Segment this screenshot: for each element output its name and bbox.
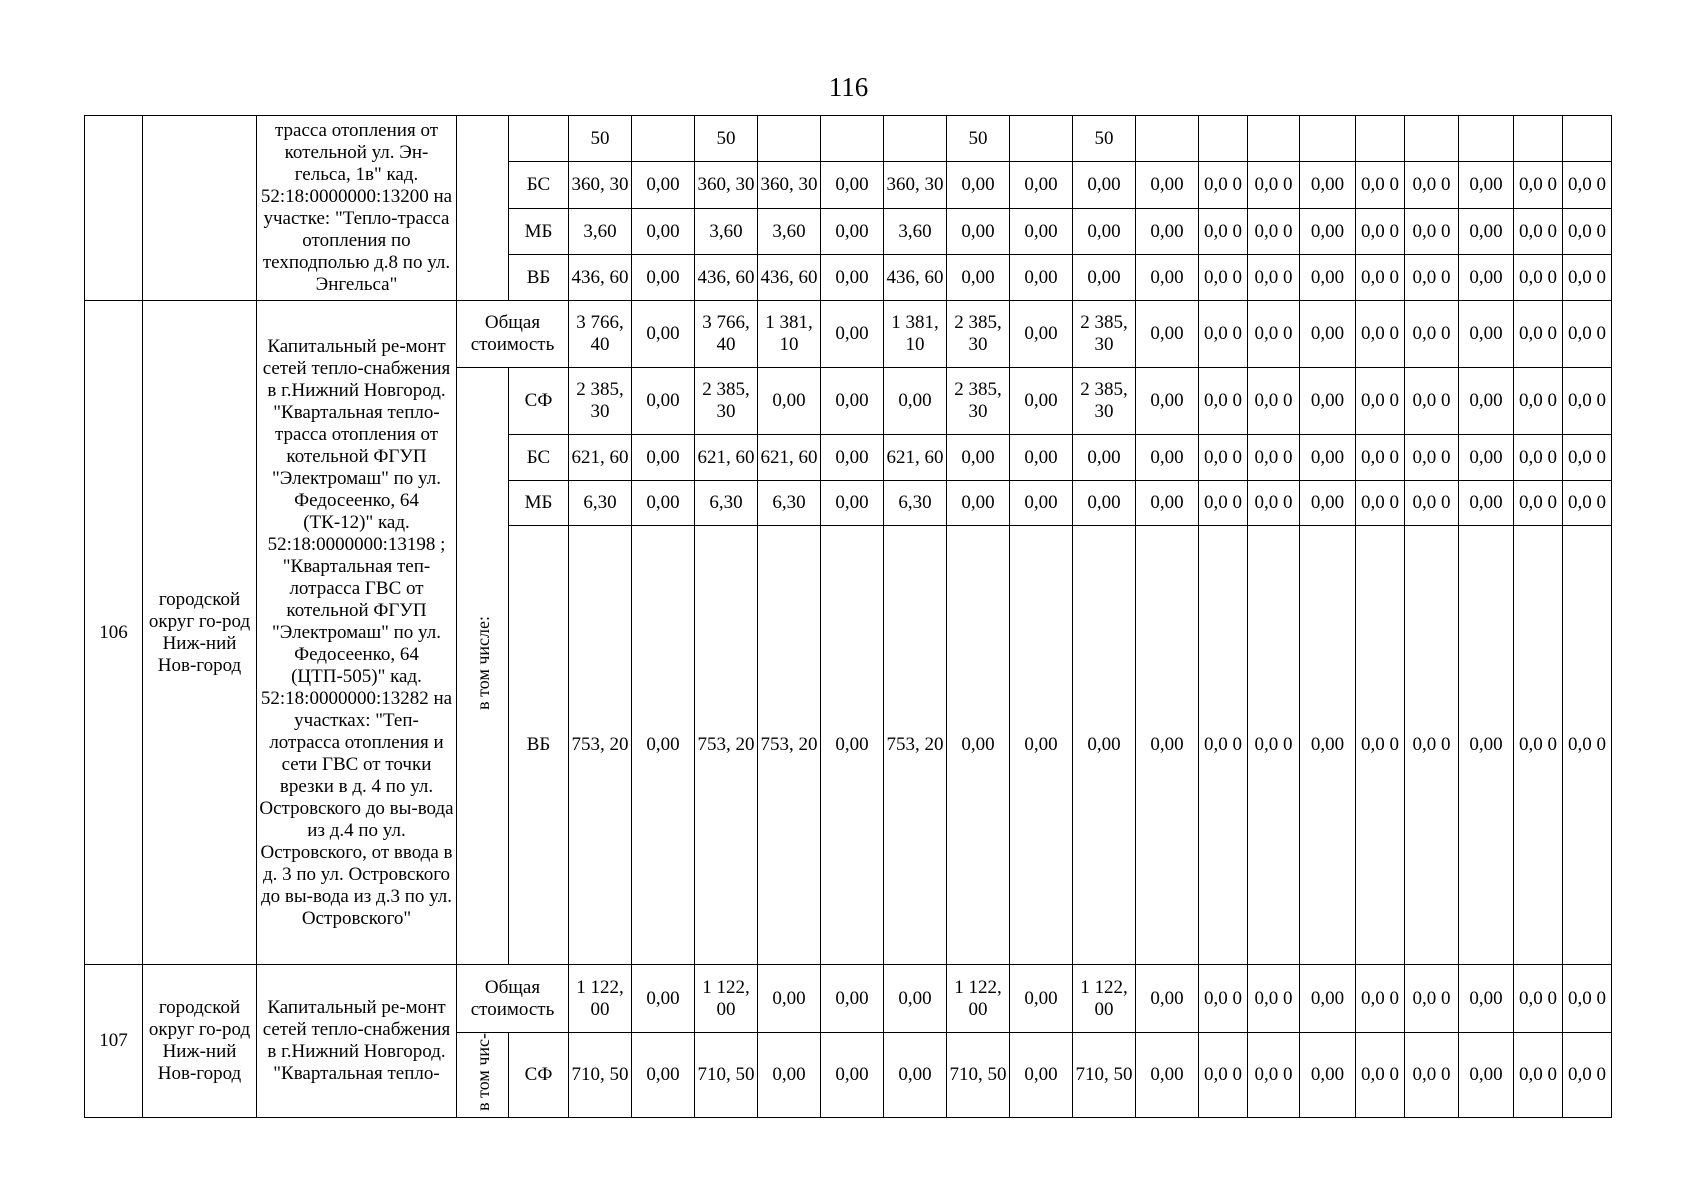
value-cell: 0,00	[1300, 368, 1356, 435]
value-cell: 0,0 0	[1405, 1033, 1459, 1118]
value-cell: 360, 30	[884, 162, 947, 209]
value-cell: 710, 50	[569, 1033, 632, 1118]
funding-code	[509, 116, 569, 162]
funding-code: БС	[509, 435, 569, 481]
funding-code: СФ	[509, 1033, 569, 1118]
value-cell: 0,0 0	[1563, 481, 1612, 526]
value-cell: 0,00	[1300, 301, 1356, 368]
value-cell: 0,00	[1459, 301, 1514, 368]
value-cell	[1356, 116, 1405, 162]
value-cell: 710, 50	[695, 1033, 758, 1118]
value-cell: 0,00	[1459, 526, 1514, 965]
value-cell: 621, 60	[695, 435, 758, 481]
value-cell: 0,0 0	[1514, 255, 1563, 301]
value-cell: 0,00	[947, 255, 1010, 301]
page-number: 116	[828, 72, 869, 102]
including-label	[457, 368, 509, 965]
value-cell: 0,0 0	[1356, 526, 1405, 965]
value-cell: 0,0 0	[1563, 209, 1612, 255]
value-cell: 0,00	[821, 162, 884, 209]
value-cell: 0,00	[1010, 255, 1073, 301]
value-cell: 0,00	[632, 526, 695, 965]
value-cell: 0,0 0	[1563, 255, 1612, 301]
value-cell: 0,00	[1010, 368, 1073, 435]
total-label: Общая стоимость	[457, 965, 569, 1033]
value-cell: 0,0 0	[1199, 301, 1248, 368]
value-cell: 0,0 0	[1514, 965, 1563, 1033]
description-cell: Капитальный ре-монт сетей тепло-снабжения в г.Нижний Новгород. "Квартальная тепло-трасса отопления от котельной ФГУП "Электромаш" по ул. Федосеенко, 64 (ТК-12)" кад. 52:18:0000000:13198 ; "Квартальная теп-лотрасса ГВС от котельной ФГУП "Электромаш" по ул. Федосеенко, 64 (ЦТП-505)" кад. 52:18:0000000:13282 на участках: "Теп-лотрасса отопления и сети ГВС от точки врезки в д. 4 по ул. Островского до вы-вода из д.4 по ул. Островского, от ввода в д. 3 по ул. Островского до вы-вода из д.3 по ул. Островского"	[257, 301, 457, 965]
value-cell: 0,0 0	[1248, 162, 1300, 209]
value-cell: 0,00	[1136, 526, 1199, 965]
value-cell	[758, 116, 821, 162]
value-cell: 0,00	[1136, 301, 1199, 368]
value-cell: 2 385, 30	[1073, 301, 1136, 368]
value-cell: 0,0 0	[1199, 255, 1248, 301]
value-cell: 0,0 0	[1563, 162, 1612, 209]
value-cell	[1010, 116, 1073, 162]
value-cell: 0,00	[1459, 209, 1514, 255]
value-cell: 621, 60	[758, 435, 821, 481]
value-cell: 50	[1073, 116, 1136, 162]
municipality-cell	[143, 116, 257, 301]
value-cell: 0,0 0	[1514, 368, 1563, 435]
value-cell: 0,0 0	[1199, 368, 1248, 435]
value-cell: 0,00	[1300, 162, 1356, 209]
value-cell: 0,00	[821, 526, 884, 965]
value-cell: 2 385, 30	[947, 368, 1010, 435]
value-cell: 0,00	[632, 368, 695, 435]
value-cell: 0,00	[1136, 209, 1199, 255]
value-cell: 0,00	[1073, 435, 1136, 481]
value-cell	[1563, 116, 1612, 162]
number-cell: 107	[85, 965, 143, 1118]
value-cell: 0,00	[1073, 255, 1136, 301]
value-cell: 0,00	[1300, 965, 1356, 1033]
value-cell: 0,00	[1300, 1033, 1356, 1118]
value-cell: 0,0 0	[1248, 965, 1300, 1033]
value-cell: 3 766, 40	[695, 301, 758, 368]
value-cell: 0,0 0	[1248, 301, 1300, 368]
value-cell: 0,00	[1300, 209, 1356, 255]
value-cell	[821, 116, 884, 162]
value-cell: 753, 20	[695, 526, 758, 965]
value-cell: 0,00	[632, 162, 695, 209]
value-cell: 0,00	[632, 209, 695, 255]
value-cell: 3,60	[884, 209, 947, 255]
value-cell: 1 381, 10	[884, 301, 947, 368]
value-cell: 0,0 0	[1199, 435, 1248, 481]
value-cell: 0,00	[1136, 1033, 1199, 1118]
value-cell: 0,0 0	[1356, 435, 1405, 481]
value-cell: 0,00	[821, 965, 884, 1033]
value-cell: 0,00	[821, 255, 884, 301]
value-cell: 0,00	[758, 1033, 821, 1118]
value-cell: 6,30	[884, 481, 947, 526]
value-cell: 0,00	[1459, 255, 1514, 301]
value-cell	[632, 116, 695, 162]
value-cell: 0,00	[1136, 435, 1199, 481]
description-cell: трасса отопления от котельной ул. Эн-гельса, 1в" кад. 52:18:0000000:13200 на участке: "Тепло-трасса отопления по техподполью д.8 по ул. Энгельса"	[257, 116, 457, 301]
description-cell: Капитальный ре-монт сетей тепло-снабжения в г.Нижний Новгород. "Квартальная тепло-	[257, 965, 457, 1118]
funding-code: МБ	[509, 481, 569, 526]
value-cell: 0,00	[884, 368, 947, 435]
value-cell: 1 122, 00	[1073, 965, 1136, 1033]
value-cell: 0,00	[1459, 162, 1514, 209]
value-cell: 2 385, 30	[947, 301, 1010, 368]
value-cell: 0,00	[1300, 526, 1356, 965]
value-cell: 436, 60	[884, 255, 947, 301]
value-cell: 0,00	[821, 1033, 884, 1118]
value-cell: 0,0 0	[1356, 162, 1405, 209]
value-cell: 0,0 0	[1248, 368, 1300, 435]
value-cell: 0,0 0	[1405, 368, 1459, 435]
value-cell: 3,60	[695, 209, 758, 255]
value-cell: 0,00	[821, 435, 884, 481]
value-cell: 753, 20	[758, 526, 821, 965]
value-cell: 0,00	[1300, 435, 1356, 481]
value-cell: 0,0 0	[1405, 209, 1459, 255]
value-cell: 0,0 0	[1356, 209, 1405, 255]
value-cell: 3,60	[569, 209, 632, 255]
value-cell: 0,0 0	[1199, 526, 1248, 965]
value-cell: 2 385, 30	[695, 368, 758, 435]
value-cell: 0,0 0	[1248, 526, 1300, 965]
value-cell: 0,00	[884, 965, 947, 1033]
table-row	[85, 301, 1612, 368]
value-cell: 0,00	[947, 526, 1010, 965]
value-cell: 0,00	[1073, 526, 1136, 965]
number-cell: 106	[85, 301, 143, 965]
value-cell: 0,00	[821, 301, 884, 368]
value-cell: 621, 60	[569, 435, 632, 481]
value-cell: 0,0 0	[1405, 481, 1459, 526]
value-cell: 360, 30	[695, 162, 758, 209]
vertical-label: в том числе:	[472, 616, 493, 710]
value-cell: 0,0 0	[1248, 209, 1300, 255]
value-cell: 0,00	[1010, 209, 1073, 255]
value-cell: 0,0 0	[1356, 301, 1405, 368]
value-cell: 0,0 0	[1248, 255, 1300, 301]
value-cell: 0,00	[1136, 162, 1199, 209]
value-cell: 0,0 0	[1405, 162, 1459, 209]
value-cell: 0,00	[821, 209, 884, 255]
municipality-cell: городской округ го-род Ниж-ний Нов-город	[143, 301, 257, 965]
total-label: Общая стоимость	[457, 301, 569, 368]
value-cell	[1136, 116, 1199, 162]
funding-code: БС	[509, 162, 569, 209]
value-cell	[1514, 116, 1563, 162]
value-cell: 0,00	[1300, 481, 1356, 526]
value-cell: 0,0 0	[1563, 1033, 1612, 1118]
funding-code: СФ	[509, 368, 569, 435]
value-cell: 0,0 0	[1514, 435, 1563, 481]
value-cell: 50	[947, 116, 1010, 162]
funding-code: ВБ	[509, 255, 569, 301]
value-cell: 0,0 0	[1199, 965, 1248, 1033]
value-cell: 0,00	[1073, 162, 1136, 209]
value-cell: 0,0 0	[1199, 1033, 1248, 1118]
value-cell: 0,00	[1459, 435, 1514, 481]
value-cell: 0,0 0	[1563, 368, 1612, 435]
value-cell: 0,00	[1010, 965, 1073, 1033]
value-cell: 753, 20	[569, 526, 632, 965]
value-cell: 0,0 0	[1405, 301, 1459, 368]
value-cell: 0,0 0	[1248, 481, 1300, 526]
funding-code: ВБ	[509, 526, 569, 965]
value-cell: 0,0 0	[1199, 209, 1248, 255]
value-cell: 0,00	[632, 255, 695, 301]
value-cell: 0,00	[1073, 481, 1136, 526]
value-cell: 0,00	[632, 301, 695, 368]
value-cell: 0,00	[1073, 209, 1136, 255]
value-cell: 0,00	[1459, 481, 1514, 526]
value-cell: 0,00	[1459, 368, 1514, 435]
value-cell: 0,0 0	[1356, 1033, 1405, 1118]
value-cell: 0,00	[1136, 368, 1199, 435]
value-cell: 0,0 0	[1514, 301, 1563, 368]
value-cell: 0,00	[1459, 1033, 1514, 1118]
value-cell: 0,00	[947, 209, 1010, 255]
value-cell: 0,0 0	[1248, 1033, 1300, 1118]
value-cell: 0,00	[1010, 301, 1073, 368]
value-cell: 0,00	[632, 435, 695, 481]
value-cell: 0,0 0	[1563, 526, 1612, 965]
including-label	[457, 1033, 509, 1118]
value-cell: 1 122, 00	[947, 965, 1010, 1033]
table-row	[85, 965, 1612, 1033]
value-cell: 6,30	[695, 481, 758, 526]
value-cell: 0,0 0	[1563, 301, 1612, 368]
value-cell: 0,0 0	[1405, 526, 1459, 965]
value-cell: 0,0 0	[1356, 481, 1405, 526]
value-cell: 0,00	[947, 162, 1010, 209]
value-cell: 0,0 0	[1563, 965, 1612, 1033]
value-cell: 0,00	[1459, 965, 1514, 1033]
value-cell: 1 122, 00	[569, 965, 632, 1033]
value-cell: 1 122, 00	[695, 965, 758, 1033]
value-cell: 0,0 0	[1514, 209, 1563, 255]
value-cell: 0,00	[884, 1033, 947, 1118]
value-cell	[1199, 116, 1248, 162]
value-cell: 0,0 0	[1356, 965, 1405, 1033]
value-cell: 0,00	[947, 481, 1010, 526]
value-cell: 436, 60	[695, 255, 758, 301]
value-cell: 0,0 0	[1405, 435, 1459, 481]
value-cell: 3,60	[758, 209, 821, 255]
value-cell	[884, 116, 947, 162]
value-cell: 0,00	[1136, 965, 1199, 1033]
value-cell: 436, 60	[569, 255, 632, 301]
table-body	[85, 116, 1612, 1118]
value-cell: 0,00	[1136, 255, 1199, 301]
number-cell	[85, 116, 143, 301]
value-cell: 0,0 0	[1514, 526, 1563, 965]
value-cell: 6,30	[758, 481, 821, 526]
value-cell: 0,00	[758, 965, 821, 1033]
value-cell: 3 766, 40	[569, 301, 632, 368]
vertical-label: в том чис-	[472, 1033, 493, 1111]
value-cell: 360, 30	[569, 162, 632, 209]
category-spacer	[457, 116, 509, 301]
value-cell: 621, 60	[884, 435, 947, 481]
value-cell: 50	[695, 116, 758, 162]
value-cell: 0,00	[1010, 1033, 1073, 1118]
value-cell: 0,00	[632, 481, 695, 526]
value-cell: 0,0 0	[1514, 481, 1563, 526]
funding-code: МБ	[509, 209, 569, 255]
value-cell: 0,0 0	[1248, 435, 1300, 481]
value-cell: 0,0 0	[1356, 255, 1405, 301]
value-cell: 0,00	[632, 965, 695, 1033]
value-cell: 0,0 0	[1514, 1033, 1563, 1118]
value-cell	[1405, 116, 1459, 162]
value-cell: 0,00	[1010, 162, 1073, 209]
value-cell: 0,00	[947, 435, 1010, 481]
value-cell: 0,0 0	[1514, 162, 1563, 209]
value-cell: 0,0 0	[1563, 435, 1612, 481]
value-cell: 0,00	[821, 481, 884, 526]
value-cell: 436, 60	[758, 255, 821, 301]
value-cell: 0,00	[1010, 435, 1073, 481]
value-cell	[1300, 116, 1356, 162]
value-cell: 360, 30	[758, 162, 821, 209]
value-cell: 1 381, 10	[758, 301, 821, 368]
value-cell: 0,0 0	[1356, 368, 1405, 435]
value-cell: 0,0 0	[1199, 481, 1248, 526]
municipality-cell: городской округ го-род Ниж-ний Нов-город	[143, 965, 257, 1118]
value-cell: 0,0 0	[1405, 255, 1459, 301]
budget-table	[84, 115, 1612, 1118]
value-cell: 0,00	[1010, 481, 1073, 526]
value-cell: 0,00	[632, 1033, 695, 1118]
value-cell: 0,00	[821, 368, 884, 435]
value-cell: 0,0 0	[1199, 162, 1248, 209]
table-row	[85, 116, 1612, 162]
value-cell	[1459, 116, 1514, 162]
value-cell	[1248, 116, 1300, 162]
value-cell: 0,00	[758, 368, 821, 435]
value-cell: 6,30	[569, 481, 632, 526]
value-cell: 0,00	[1300, 255, 1356, 301]
value-cell: 50	[569, 116, 632, 162]
value-cell: 0,0 0	[1405, 965, 1459, 1033]
value-cell: 0,00	[1136, 481, 1199, 526]
value-cell: 2 385, 30	[569, 368, 632, 435]
value-cell: 0,00	[1010, 526, 1073, 965]
value-cell: 710, 50	[947, 1033, 1010, 1118]
value-cell: 2 385, 30	[1073, 368, 1136, 435]
value-cell: 710, 50	[1073, 1033, 1136, 1118]
value-cell: 753, 20	[884, 526, 947, 965]
